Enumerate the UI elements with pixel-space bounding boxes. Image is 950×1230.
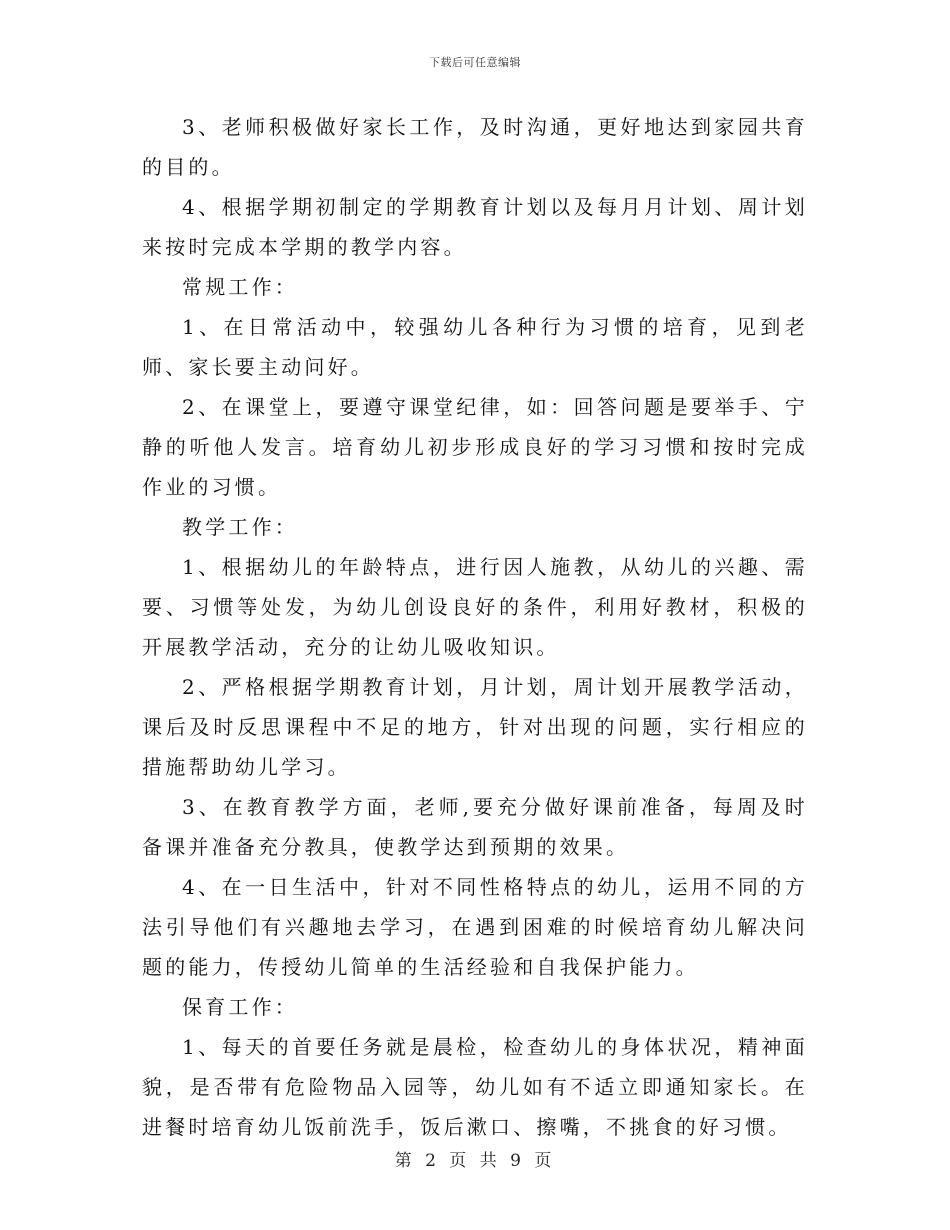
paragraph-routine-1: 1、在日常活动中，较强幼儿各种行为习惯的培育，见到老师、家长要主动问好。 — [142, 315, 808, 379]
section-heading-teaching-work: 教学工作： — [182, 515, 298, 539]
paragraph-care-1: 1、每天的首要任务就是晨检，检查幼儿的身体状况，精神面貌，是否带有危险物品入园等，幼儿如有不适立即通知家长。在进餐时培育幼儿饭前洗手，饭后漱口、擦嘴，不挑食的好习惯。 — [142, 1035, 808, 1139]
paragraph-teaching-1: 1、根据幼儿的年龄特点，进行因人施教，从幼儿的兴趣、需要、习惯等处发，为幼儿创设良好的条件，利用好教材，积极的开展教学活动，充分的让幼儿吸收知识。 — [142, 555, 808, 659]
paragraph-item-4-teaching-plan: 4、根据学期初制定的学期教育计划以及每月月计划、周计划来按时完成本学期的教学内容。 — [142, 195, 808, 259]
page-header: 下载后可任意编辑 — [429, 56, 521, 69]
section-heading-routine-work: 常规工作： — [182, 275, 298, 299]
paragraph-teaching-4: 4、在一日生活中，针对不同性格特点的幼儿，运用不同的方法引导他们有兴趣地去学习，在遇到困难的时候培育幼儿解决问题的能力，传授幼儿简单的生活经验和自我保护能力。 — [142, 875, 808, 979]
paragraph-teaching-3: 3、在教育教学方面，老师,要充分做好课前准备，每周及时备课并准备充分教具，使教学达到预期的效果。 — [142, 795, 808, 859]
paragraph-item-3-parent-communication: 3、老师积极做好家长工作，及时沟通，更好地达到家园共育的目的。 — [142, 115, 808, 179]
paragraph-teaching-2: 2、严格根据学期教育计划，月计划，周计划开展教学活动，课后及时反思课程中不足的地方，针对出现的问题，实行相应的措施帮助幼儿学习。 — [142, 675, 808, 779]
section-heading-care-work: 保育工作： — [182, 995, 298, 1019]
paragraph-routine-2: 2、在课堂上，要遵守课堂纪律，如：回答问题是要举手、宁静的听他人发言。培育幼儿初步形成良好的学习习惯和按时完成作业的习惯。 — [142, 395, 808, 499]
page-footer-page-number: 第 2 页 共 9 页 — [394, 1151, 556, 1171]
document-body — [142, 107, 808, 1147]
